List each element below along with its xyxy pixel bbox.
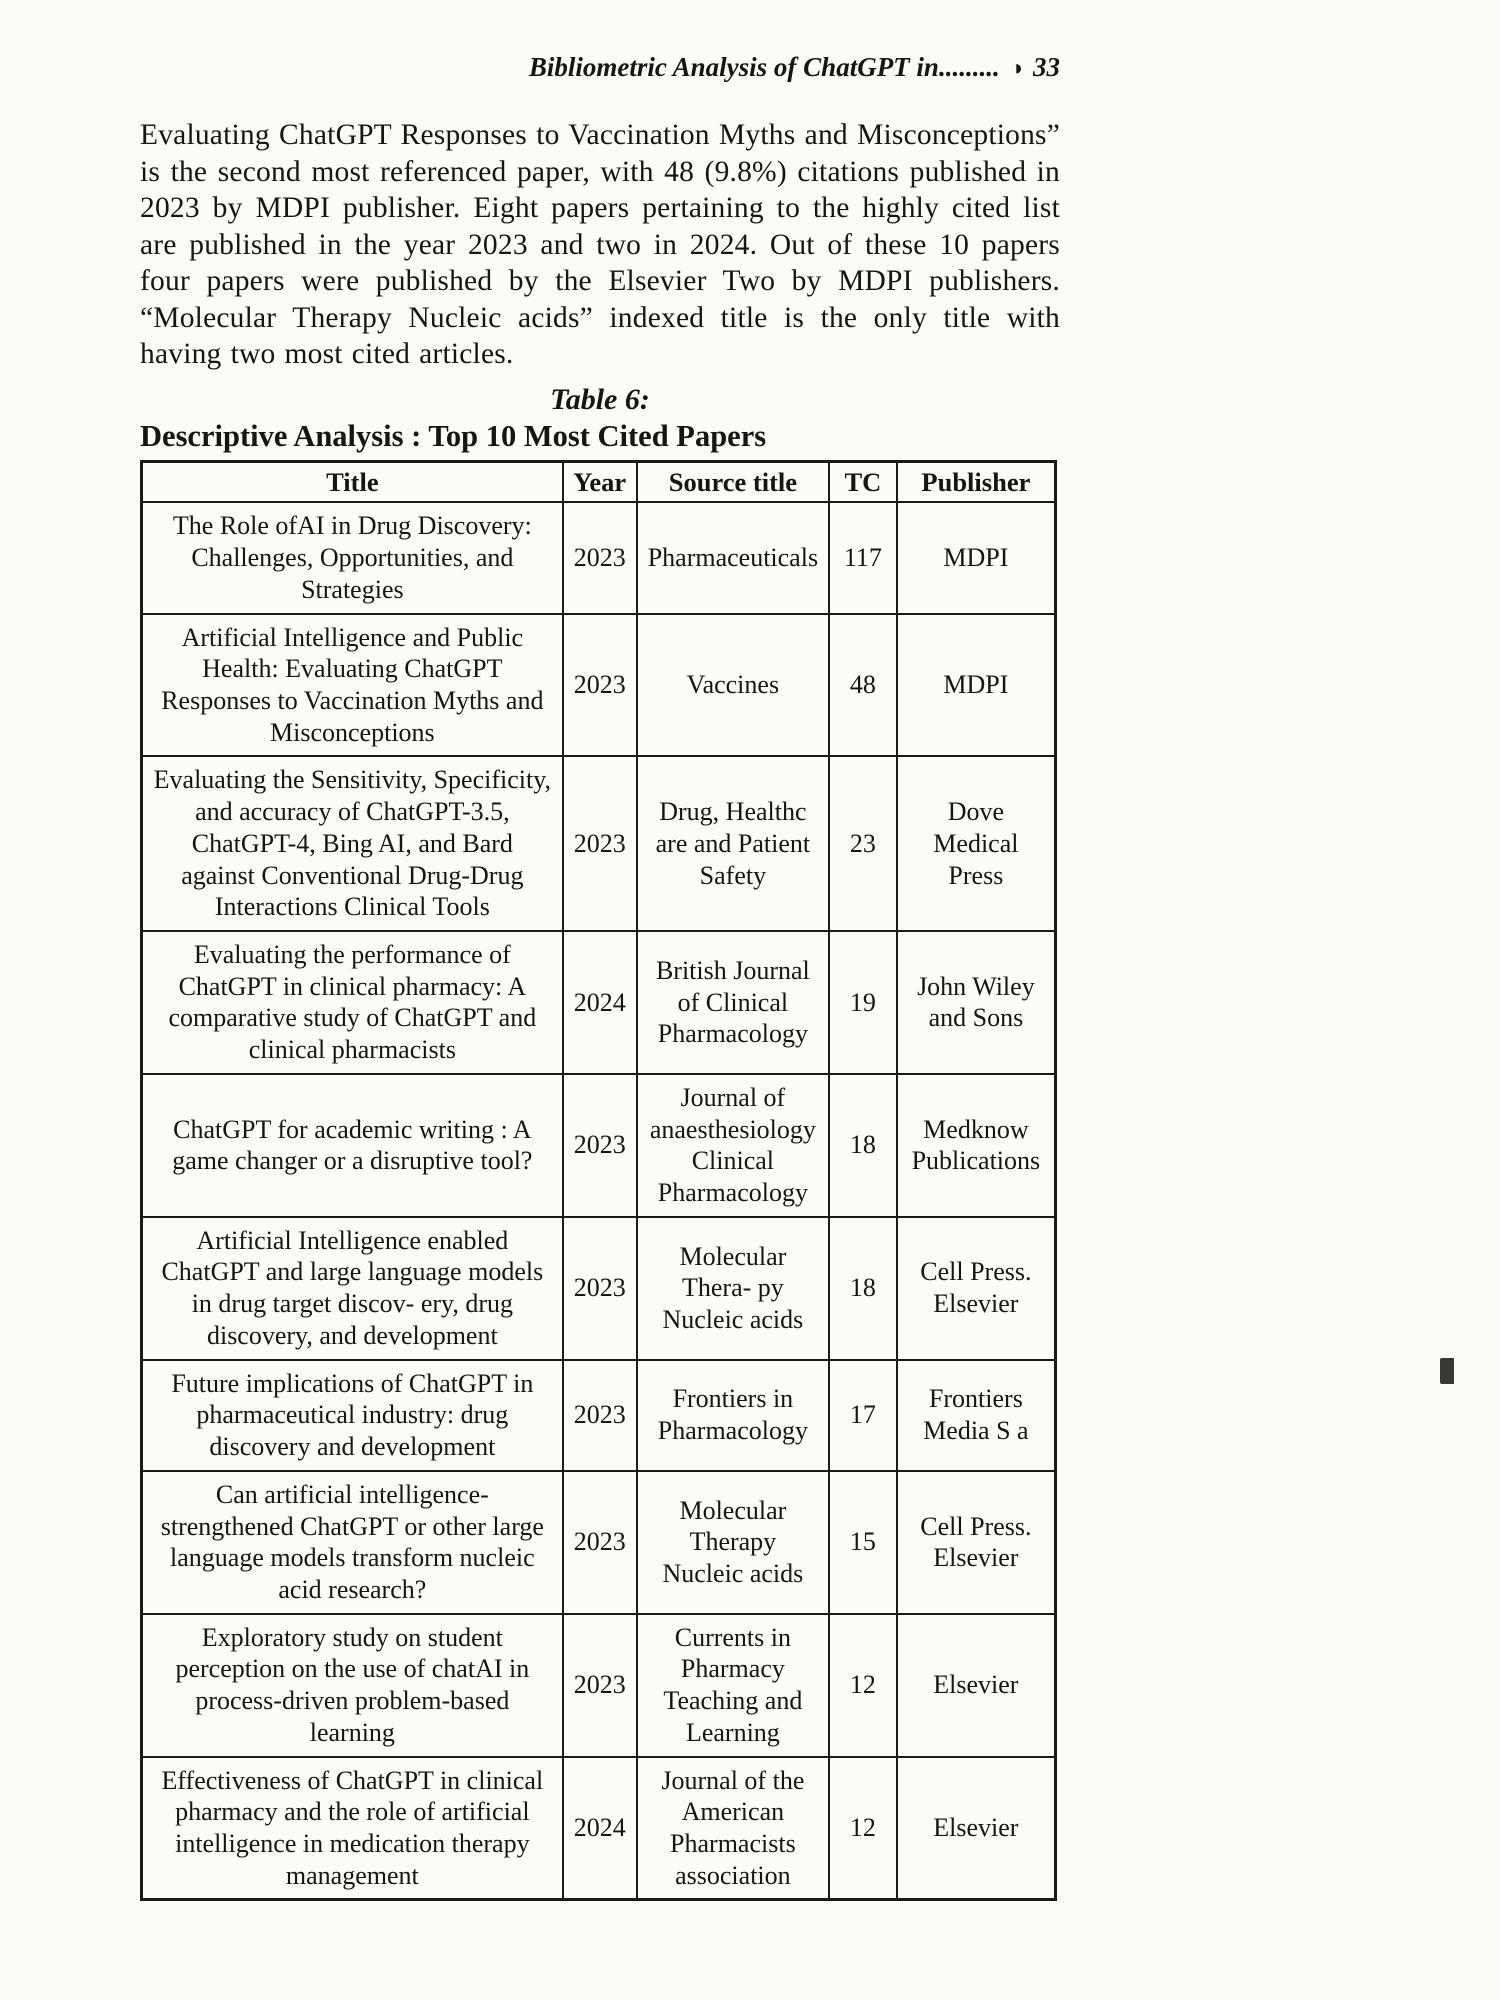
table-header-row <box>142 462 1056 503</box>
cell-tc: 18 <box>829 1217 897 1360</box>
cell-publisher: MDPI <box>897 614 1056 757</box>
cell-source: Vaccines <box>637 614 829 757</box>
cell-tc: 18 <box>829 1074 897 1217</box>
cell-year: 2023 <box>563 1471 637 1614</box>
cell-publisher: MDPI <box>897 502 1056 613</box>
cell-publisher: Medknow Publications <box>897 1074 1056 1217</box>
cell-publisher: Dove Medical Press <box>897 756 1056 931</box>
cell-year: 2023 <box>563 1614 637 1757</box>
running-head <box>140 52 1060 83</box>
cell-publisher: John Wiley and Sons <box>897 931 1056 1074</box>
cell-tc: 12 <box>829 1757 897 1900</box>
cell-year: 2024 <box>563 931 637 1074</box>
body-paragraph: Evaluating ChatGPT Responses to Vaccination Myths and Misconceptions” is the second most referenced paper, with 48 (9.8%) citations published in 2023 by MDPI publisher. Eight papers pertaining to the highly cited list are published in the year 2023 and two in 2024. Out of these 10 papers four papers were published by the Elsevier Two by MDPI publishers. “Molecular Therapy Nucleic acids” indexed title is the only title with having two most cited articles. <box>140 119 1060 371</box>
cell-publisher: Elsevier <box>897 1614 1056 1757</box>
cell-source: British Journal of Clinical Pharmacology <box>637 931 829 1074</box>
cell-source: Journal of the American Pharmacists association <box>637 1757 829 1900</box>
circle-bullet-icon: ◑ <box>1009 55 1023 80</box>
cell-title: Future implications of ChatGPT in pharmaceutical industry: drug discovery and development <box>142 1360 563 1471</box>
cell-tc: 19 <box>829 931 897 1074</box>
header-source-title: Source title <box>637 462 829 503</box>
table-row <box>142 502 1056 613</box>
cell-publisher: Frontiers Media S a <box>897 1360 1056 1471</box>
cell-title: Exploratory study on student perception on the use of chatAI in process-driven problem-based learning <box>142 1614 563 1757</box>
top-cited-papers-table <box>140 460 1057 1901</box>
table-row <box>142 614 1056 757</box>
cell-publisher: Elsevier <box>897 1757 1056 1900</box>
cell-title: Evaluating the Sensitivity, Specificity, and accuracy of ChatGPT-3.5, ChatGPT-4, Bing AI, and Bard against Conventional Drug-Drug Interactions Clinical Tools <box>142 756 563 931</box>
table-row <box>142 931 1056 1074</box>
cell-publisher: Cell Press. Elsevier <box>897 1217 1056 1360</box>
cell-year: 2023 <box>563 1074 637 1217</box>
page-number: 33 <box>1033 52 1060 82</box>
cell-year: 2023 <box>563 1360 637 1471</box>
header-tc: TC <box>829 462 897 503</box>
table-row <box>142 1757 1056 1900</box>
cell-source: Currents in Pharmacy Teaching and Learning <box>637 1614 829 1757</box>
cell-year: 2023 <box>563 1217 637 1360</box>
cell-title: Evaluating the performance of ChatGPT in clinical pharmacy: A comparative study of ChatGPT and clinical pharmacists <box>142 931 563 1074</box>
cell-title: ChatGPT for academic writing : A game changer or a disruptive tool? <box>142 1074 563 1217</box>
cell-title: Effectiveness of ChatGPT in clinical pharmacy and the role of artificial intelligence in medication therapy management <box>142 1757 563 1900</box>
table-row <box>142 1614 1056 1757</box>
cell-source: Molecular Therapy Nucleic acids <box>637 1471 829 1614</box>
cell-year: 2024 <box>563 1757 637 1900</box>
header-publisher: Publisher <box>897 462 1056 503</box>
table-row <box>142 1074 1056 1217</box>
cell-tc: 17 <box>829 1360 897 1471</box>
cell-title: The Role ofAI in Drug Discovery: Challenges, Opportunities, and Strategies <box>142 502 563 613</box>
header-year: Year <box>563 462 637 503</box>
cell-source: Journal of anaesthesiology Clinical Pharmacology <box>637 1074 829 1217</box>
cell-year: 2023 <box>563 756 637 931</box>
table-row <box>142 1360 1056 1471</box>
table-title: Descriptive Analysis : Top 10 Most Cited Papers <box>140 419 767 454</box>
cell-year: 2023 <box>563 502 637 613</box>
table-row <box>142 1217 1056 1360</box>
cell-source: Drug, Healthc are and Patient Safety <box>637 756 829 931</box>
cell-title: Can artificial intelligence-strengthened ChatGPT or other large language models transform nucleic acid research? <box>142 1471 563 1614</box>
cell-publisher: Cell Press. Elsevier <box>897 1471 1056 1614</box>
cell-source: Molecular Thera- py Nucleic acids <box>637 1217 829 1360</box>
page-content <box>140 52 1060 1901</box>
cell-source: Frontiers in Pharmacology <box>637 1360 829 1471</box>
cell-tc: 12 <box>829 1614 897 1757</box>
header-title: Title <box>142 462 563 503</box>
cell-tc: 23 <box>829 756 897 931</box>
scan-artifact-mark <box>1440 1358 1454 1384</box>
cell-source: Pharmaceuticals <box>637 502 829 613</box>
cell-tc: 48 <box>829 614 897 757</box>
cell-title: Artificial Intelligence enabled ChatGPT and large language models in drug target discov- ery, drug discovery, and development <box>142 1217 563 1360</box>
table-row <box>142 1471 1056 1614</box>
table-caption: Table 6: <box>550 383 650 417</box>
running-title: Bibliometric Analysis of ChatGPT in......... <box>528 52 1000 82</box>
table-row <box>142 756 1056 931</box>
cell-title: Artificial Intelligence and Public Health: Evaluating ChatGPT Responses to Vaccination Myths and Misconceptions <box>142 614 563 757</box>
cell-tc: 117 <box>829 502 897 613</box>
cell-tc: 15 <box>829 1471 897 1614</box>
cell-year: 2023 <box>563 614 637 757</box>
